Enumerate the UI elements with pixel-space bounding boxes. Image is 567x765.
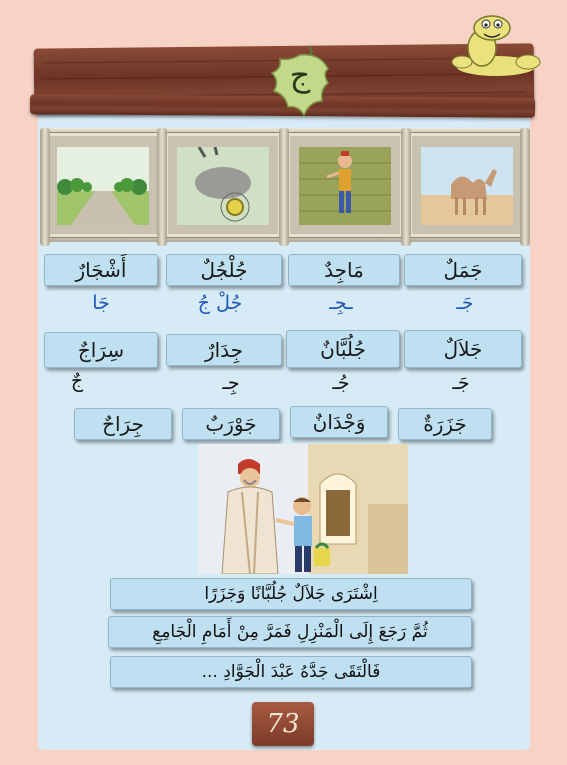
frame-post-4 [401,128,411,246]
word-card: جُلْجُلٌ [166,254,282,286]
letter-fragment: جَـ [456,292,474,314]
road-trees-picture [57,147,149,225]
letter-fragment: جِـ [222,372,240,394]
word-card: جَلاَلٌ [404,330,522,368]
grandfather-boy-illustration [198,444,408,574]
word-card: جَوْرَبٌ [182,408,280,440]
goat-bell-picture [177,147,269,225]
word-card: سِرَاجٌ [44,332,158,368]
frame-post-2 [157,128,167,246]
word-card: جَمَلٌ [404,254,522,286]
word-card: جِرَاحٌ [74,408,172,440]
word-card: أَشْجَارٌ [44,254,158,286]
frame-post-5 [520,128,530,246]
picture-frame-1 [44,132,162,238]
word-card: جِدَارٌ [166,334,282,366]
letter-fragment: جُلْ جُ [197,292,243,314]
turtle-mascot-icon [448,14,544,80]
frame-post-3 [279,128,289,246]
featured-letter: ج [289,56,311,94]
man-wall-picture [299,147,391,225]
word-card: مَاجِدٌ [288,254,400,286]
word-card: جَزَرَةٌ [398,408,492,440]
camel-desert-picture [421,147,513,225]
picture-frame-4 [408,132,526,238]
letter-fragment: جٌ [70,370,84,392]
picture-frame-2 [164,132,282,238]
sentence-line: ثُمَّ رَجَعَ إِلَى الْمَنْزِلِ فَمَرَّ مِنْ أَمَامِ الْجَامِعِ [108,616,472,648]
word-card: وَجْدَانٌ [290,406,388,438]
page-number: 73 [252,702,314,746]
frame-post-1 [40,128,50,246]
letter-fragment: جَا [92,292,110,314]
word-card: جُلُبَّانٌ [286,330,400,368]
sentence-line: اِشْتَرَى جَلاَلٌ جُلُبَّانًا وَجَزَرًا [110,578,472,610]
letter-fragment: جُـ [332,372,350,394]
letter-fragment: جَـ [452,372,470,394]
sentence-line: فَالْتَقَى جَدَّهُ عَبْدَ الْجَوَّادِ ... [110,656,472,688]
picture-frame-3 [286,132,404,238]
letter-fragment: ـجِـ [329,292,353,314]
